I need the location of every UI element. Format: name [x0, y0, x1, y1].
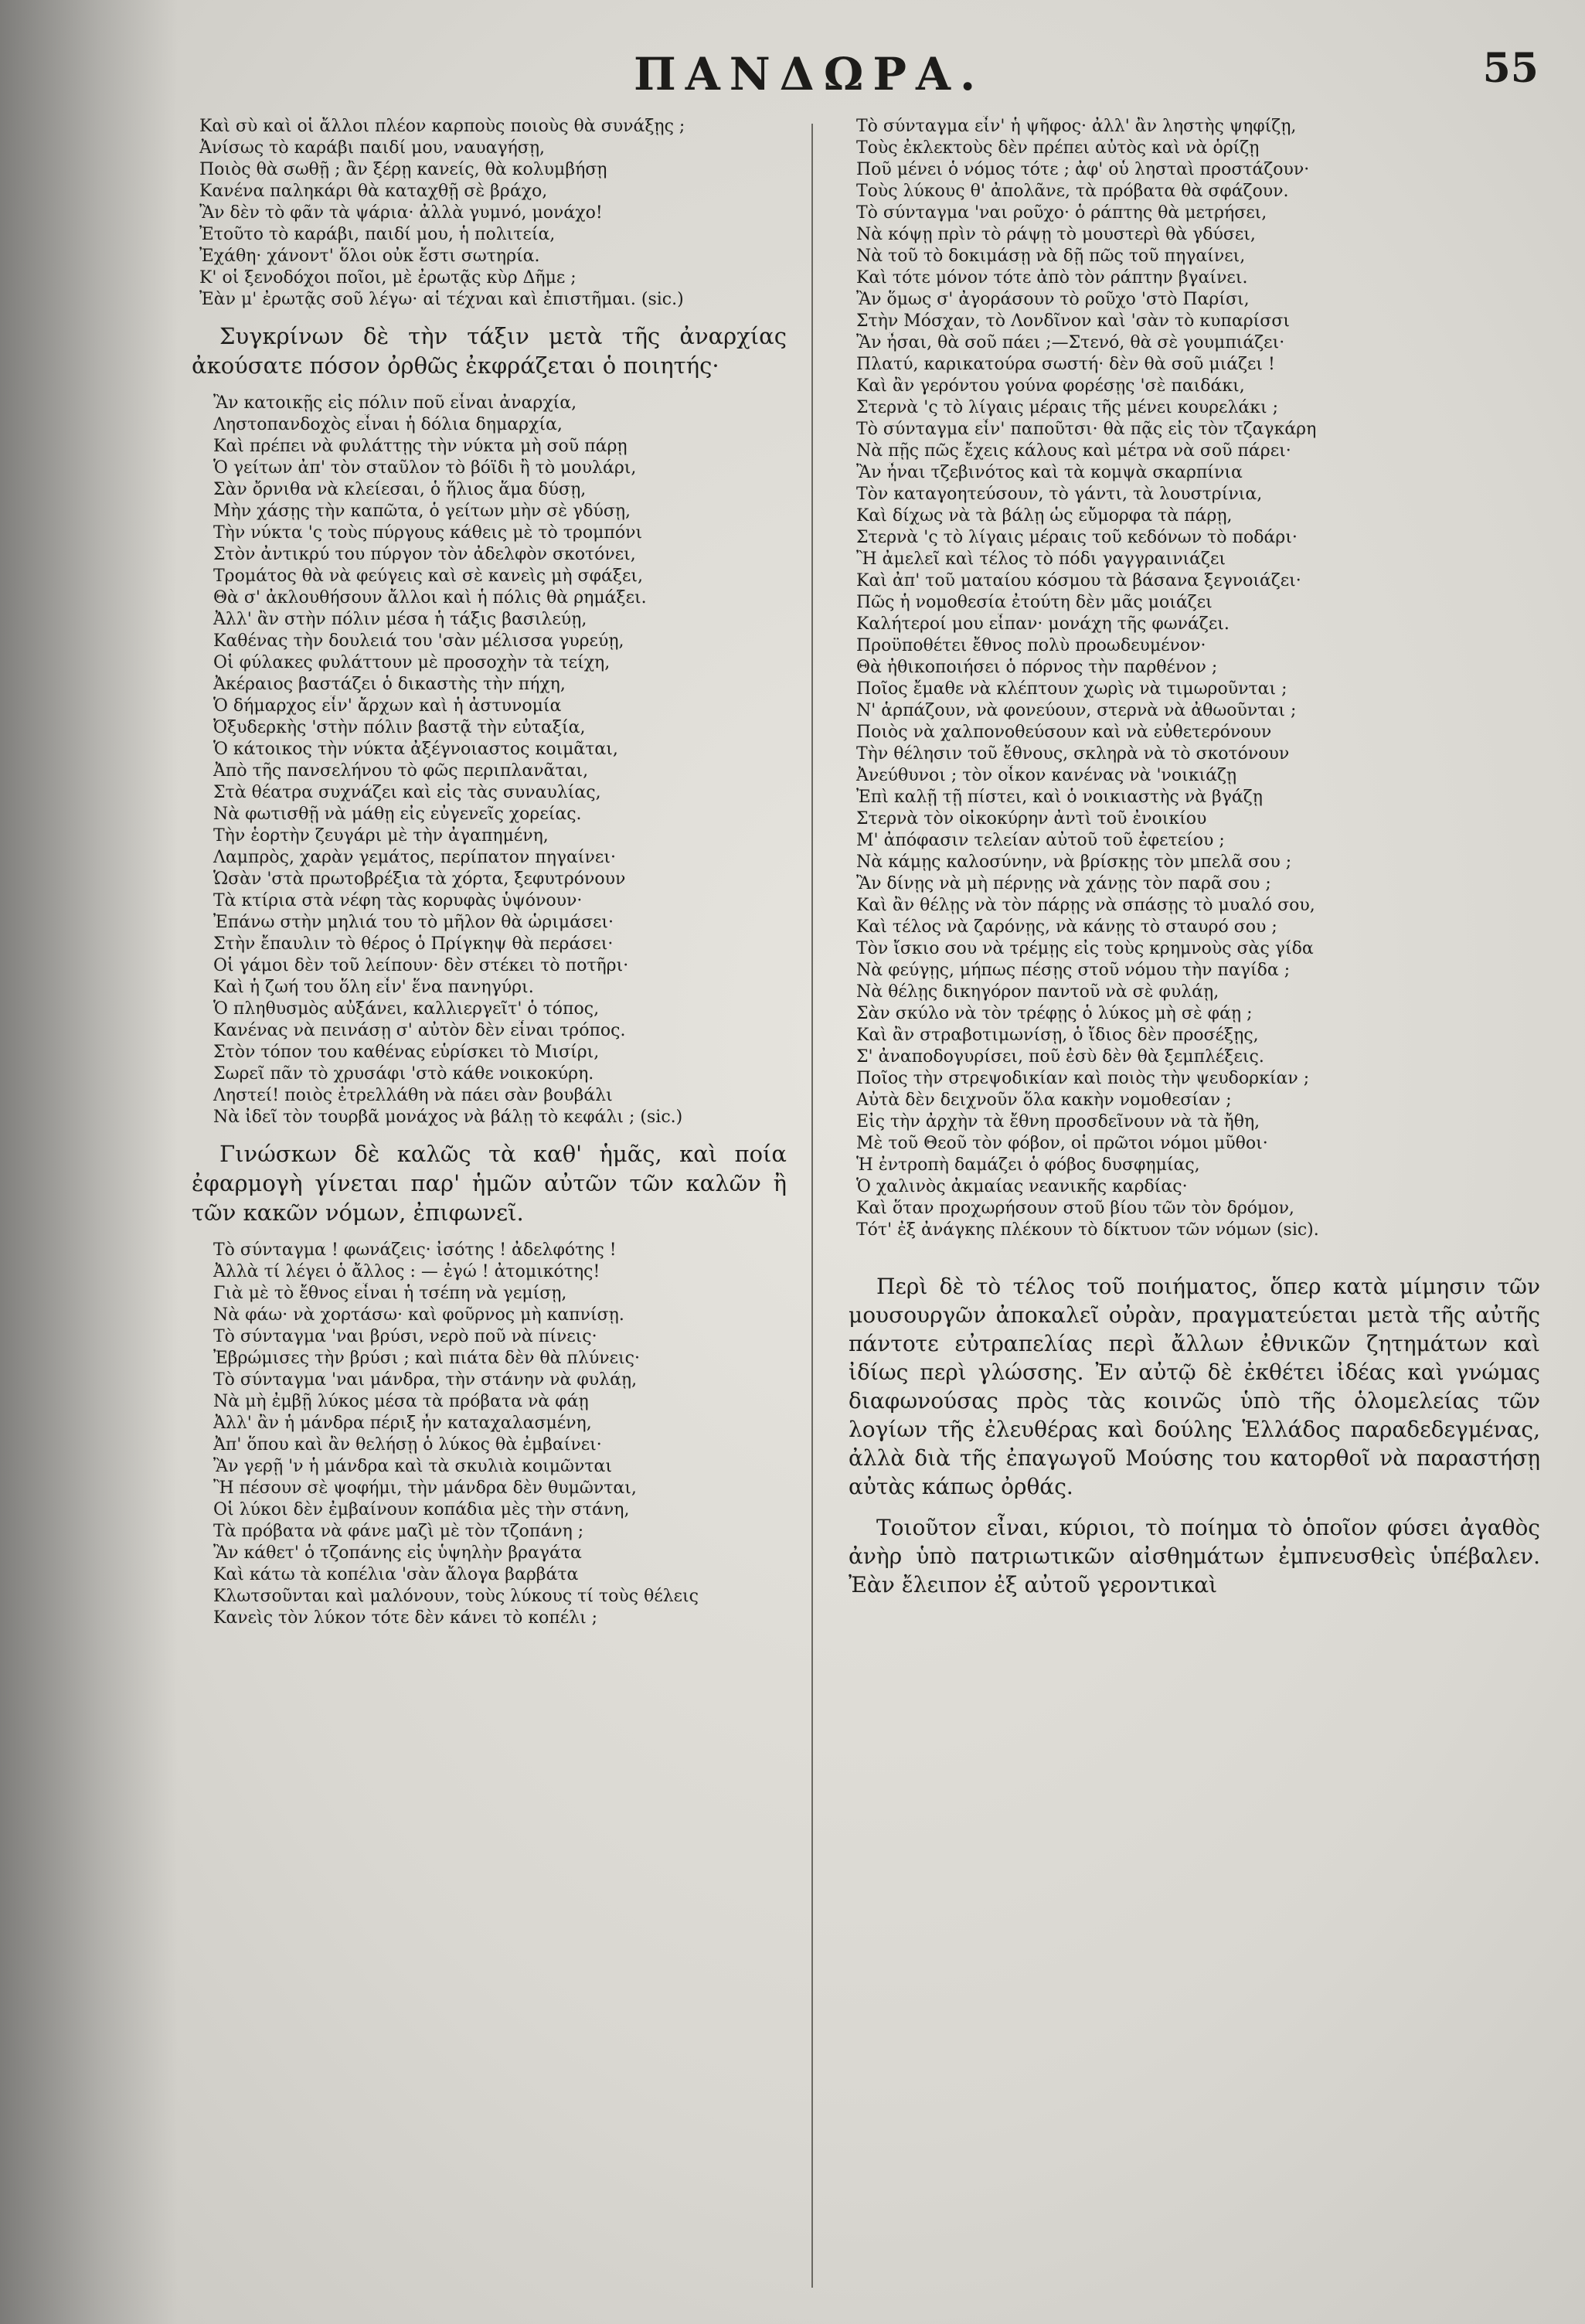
verse-line: Ποῖος ἔμαθε νὰ κλέπτουν χωρὶς νὰ τιμωροῦνται ; [856, 679, 1287, 699]
verse-line: Τὸν ἴσκιο σου νὰ τρέμῃς εἰς τοὺς κρημνοὺς σὰς γίδα [856, 939, 1314, 958]
verse-line: Τὴν νύκτα 'ς τοὺς πύργους κάθεις μὲ τὸ τρομπόνι [213, 523, 643, 543]
verse-line: Οἱ φύλακες φυλάττουν μὲ προσοχὴν τὰ τείχη, [213, 653, 611, 672]
verse-line: Τοὺς λύκους θ' ἀπολᾶνε, τὰ πρόβατα θὰ σφάζουν. [856, 182, 1289, 201]
verse-block [192, 116, 787, 311]
verse-line: Νὰ φωτισθῇ νὰ μάθῃ εἰς εὐγενεῖς χορείας. [213, 805, 582, 824]
verse-line: Τότ' ἐξ ἀνάγκης πλέκουν τὸ δίκτυον τῶν νόμων (sic). [856, 1220, 1319, 1240]
verse-line: Στὴν ἔπαυλιν τὸ θέρος ὁ Πρίγκηψ θὰ περάσει· [213, 934, 614, 954]
verse-line: Τοὺς ἐκλεκτοὺς δὲν πρέπει αὐτὸς καὶ νὰ ὁρίζῃ [856, 138, 1260, 158]
verse-line: Ληστεί! ποιὸς ἐτρελλάθη νὰ πάει σὰν βουβάλι [213, 1086, 613, 1105]
verse-line: Νὰ θέλῃς δικηγόρον παντοῦ νὰ σὲ φυλάῃ, [856, 982, 1219, 1002]
verse-line: Πῶς ἡ νομοθεσία ἐτούτη δὲν μᾶς μοιάζει [856, 593, 1213, 612]
verse-line: Ὁ χαλινὸς ἀκμαίας νεανικῆς καρδίας· [856, 1177, 1188, 1196]
verse-line: Κ' οἱ ξενοδόχοι ποῖοι, μὲ ἐρωτᾷς κὺρ Δῆμε ; [199, 268, 577, 288]
verse-line: Εἰς τὴν ἀρχὴν τὰ ἔθνη προσδεῖνουν νὰ τὰ ἤθη, [856, 1112, 1260, 1131]
verse-line: Ἀλλὰ τί λέγει ὁ ἄλλος : — ἐγώ ! ἀτομικότης! [213, 1262, 600, 1281]
verse-line: Ἂν γερῇ 'ν ἡ μάνδρα καὶ τὰ σκυλιὰ κοιμῶνται [213, 1457, 612, 1476]
verse-line: Ἐπάνω στὴν μηλιά του τὸ μῆλον θὰ ὡριμάσει· [213, 913, 614, 932]
column-divider [811, 124, 813, 2288]
verse-line: Ἐὰν μ' ἐρωτᾷς σοῦ λέγω· αἱ τέχναι καὶ ἐπιστῆμαι. (sic.) [199, 290, 684, 309]
verse-line: Καὶ σὺ καὶ οἱ ἄλλοι πλέον καρποὺς ποιοὺς θὰ συνάξῃς ; [199, 117, 685, 136]
verse-line: Καθένας τὴν δουλειά του 'σὰν μέλισσα γυρεύῃ, [213, 631, 624, 651]
verse-line: Ὁ δήμαρχος εἶν' ἄρχων καὶ ἡ ἀστυνομία [213, 696, 562, 716]
verse-line: Ἀπ' ὅπου καὶ ἂν θελήσῃ ὁ λύκος θὰ ἐμβαίνει· [213, 1435, 602, 1455]
prose-paragraph: Γινώσκων δὲ καλῶς τὰ καθ' ἡμᾶς, καὶ ποία ἐφαρμογὴ γίνεται παρ' ἡμῶν αὐτῶν τῶν καλῶν ἢ τῶν κακῶν νόμων, ἐπιφωνεῖ. [192, 1141, 787, 1226]
prose-paragraph: Συγκρίνων δὲ τὴν τάξιν μετὰ τῆς ἀναρχίας ἀκούσατε πόσον ὀρθῶς ἐκφράζεται ὁ ποιητής· [192, 323, 787, 379]
verse-line: Κανένα παληκάρι θὰ καταχθῇ σὲ βράχο, [199, 182, 548, 201]
verse-line: Τὸ σύνταγμα εἶν' παποῦτσι· θὰ πᾷς εἰς τὸν τζαγκάρη [856, 420, 1317, 439]
verse-line: Ἡ ἐντροπὴ δαμάζει ὁ φόβος δυσφημίας, [856, 1155, 1200, 1175]
verse-line: Τὸ σύνταγμα 'ναι βρύσι, νερὸ ποῦ νὰ πίνεις· [213, 1327, 597, 1346]
verse-line: Νὰ τοῦ τὸ δοκιμάσῃ νὰ δῇ πῶς τοῦ πηγαίνει, [856, 247, 1246, 266]
verse-line: Ποιὸς νὰ χαλπονοθεύσουν καὶ νὰ εὐθετερόνουν [856, 723, 1272, 742]
verse-line: Τὴν ἑορτὴν ζευγάρι μὲ τὴν ἀγαπημένη, [213, 826, 549, 846]
prose-paragraph: Τοιοῦτον εἶναι, κύριοι, τὸ ποίημα τὸ ὁποῖον φύσει ἀγαθὸς ἀνὴρ ὑπὸ πατριωτικῶν αἰσθημάτων ἐμπνευσθεὶς ὑπέβαλεν. Ἐὰν ἔλειπον ἐξ αὐτοῦ γεροντικαὶ [849, 1515, 1540, 1598]
verse-line: Γιὰ μὲ τὸ ἔθνος εἶναι ἡ τσέπη νὰ γεμίσῃ, [213, 1284, 567, 1303]
verse-line: Ὡσὰν 'στὰ πρωτοβρέξια τὰ χόρτα, ξεφυτρόνουν [213, 869, 626, 889]
verse-line: Ληστοπανδοχὸς εἶναι ἡ δόλια δημαρχία, [213, 415, 563, 434]
verse-line: Νὰ μὴ ἐμβῇ λύκος μέσα τὰ πρόβατα νὰ φάῃ [213, 1392, 589, 1411]
binding-shadow [0, 0, 178, 2324]
verse-line: Ἀλλ' ἂν στὴν πόλιν μέσα ἡ τάξις βασιλεύῃ, [213, 610, 587, 629]
verse-line: Προϋποθέτει ἔθνος πολὺ προωδευμένον· [856, 636, 1206, 655]
verse-line: Καὶ δίχως νὰ τὰ βάλῃ ὡς εὔμορφα τὰ πάρῃ, [856, 506, 1233, 526]
verse-line: Νὰ κάμῃς καλοσύνην, νὰ βρίσκῃς τὸν μπελᾶ σου ; [856, 852, 1292, 872]
verse-line: Ἐβρώμισες τὴν βρύσι ; καὶ πιάτα δὲν θὰ πλύνεις· [213, 1349, 640, 1368]
verse-line: Νὰ φάω· νὰ χορτάσω· καὶ φοῦρνος μὴ καπνίσῃ. [213, 1305, 624, 1325]
verse-line: Ὀξυδερκὴς 'στὴν πόλιν βαστᾷ τὴν εὐταξία, [213, 718, 586, 737]
page-number: 55 [1482, 45, 1539, 92]
verse-line: Ἀνίσως τὸ καράβι παιδί μου, ναυαγήσῃ, [199, 138, 545, 158]
verse-line: Ἀκέραιος βαστάζει ὁ δικαστὴς τὴν πήχη, [213, 675, 566, 694]
verse-line: Τὴν θέλησιν τοῦ ἔθνους, σκληρὰ νὰ τὸ σκοτόνουν [856, 744, 1290, 764]
verse-line: Ἂν ὅμως σ' ἀγοράσουν τὸ ροῦχο 'στὸ Παρίσι, [856, 290, 1250, 309]
verse-line: Νὰ πῇς πῶς ἔχεις κάλους καὶ μέτρα νὰ σοῦ πάρει· [856, 441, 1291, 461]
verse-line: Ἐχάθη· χάνοντ' ὅλοι οὐκ ἔστι σωτηρία. [199, 247, 540, 266]
verse-line: Ἂν κάθετ' ὁ τζοπάνης εἰς ὑψηλὴν βραγάτα [213, 1543, 582, 1563]
verse-line: Καὶ ἂν γερόντου γούνα φορέσῃς 'σὲ παιδάκι, [856, 376, 1245, 396]
verse-line: Καὶ ὅταν προχωρήσουν στοῦ βίου τῶν τὸν δρόμον, [856, 1199, 1294, 1218]
left-column [192, 116, 787, 1629]
verse-line: Ὁ πληθυσμὸς αὐξάνει, καλλιεργεῖτ' ὁ τόπος, [213, 999, 600, 1019]
verse-line: Σὰν ὄρνιθα νὰ κλείεσαι, ὁ ἥλιος ἅμα δύσῃ, [213, 480, 587, 499]
verse-line: Σ' ἀναποδογυρίσει, ποῦ ἐσὺ δὲν θὰ ξεμπλέξεις. [856, 1047, 1264, 1067]
verse-line: Τὰ πρόβατα νὰ φάνε μαζὶ μὲ τὸν τζοπάνη ; [213, 1522, 584, 1541]
verse-line: Θὰ σ' ἀκλουθήσουν ἄλλοι καὶ ἡ πόλις θὰ ρημάξει. [213, 588, 647, 607]
verse-line: Στὸν ἀντικρύ του πύργον τὸν ἀδελφὸν σκοτόνει, [213, 545, 636, 564]
verse-line: Καὶ πρέπει νὰ φυλάττῃς τὴν νύκτα μὴ σοῦ πάρῃ [213, 437, 628, 456]
verse-line: Πλατύ, καρικατούρα σωστή· δὲν θὰ σοῦ μιάζει ! [856, 355, 1275, 374]
verse-line: Ἀπὸ τῆς πανσελήνου τὸ φῶς περιπλανᾶται, [213, 761, 589, 781]
verse-line: Ποῖος τὴν στρεψοδικίαν καὶ ποιὸς τὴν ψευδορκίαν ; [856, 1069, 1310, 1088]
verse-line: Ἂν κατοικῇς εἰς πόλιν ποῦ εἶναι ἀναρχία, [213, 393, 577, 413]
verse-line: Ἂν ἦναι τζεβινότος καὶ τὰ κομψὰ σκαρπίνια [856, 463, 1243, 482]
verse-line: Καὶ τότε μόνον τότε ἀπὸ τὸν ράπτην βγαίνει. [856, 268, 1248, 288]
verse-line: Τὸ σύνταγμα 'ναι ροῦχο· ὁ ράπτης θὰ μετρήσει, [856, 203, 1267, 223]
verse-block [192, 1240, 787, 1629]
verse-block [192, 393, 787, 1128]
verse-line: Ὁ γείτων ἀπ' τὸν σταῦλον τὸ βόϊδι ἢ τὸ μουλάρι, [213, 458, 637, 478]
verse-line: Μὴν χάσῃς τὴν καπῶτα, ὁ γείτων μὴν σὲ γδύσῃ, [213, 502, 631, 521]
verse-block [849, 116, 1540, 1241]
verse-line: Καὶ ἂν στραβοτιμωνίσῃ, ὁ ἴδιος δὲν προσέξῃς, [856, 1026, 1259, 1045]
verse-line: Σὰν σκύλο νὰ τὸν τρέφῃς ὁ λύκος μὴ σὲ φάῃ ; [856, 1004, 1253, 1023]
verse-line: Μὲ τοῦ Θεοῦ τὸν φόβον, οἱ πρῶτοι νόμοι μῦθοι· [856, 1134, 1268, 1153]
verse-line: Ὁ κάτοικος τὴν νύκτα ἀξέγνοιαστος κοιμᾶται, [213, 740, 618, 759]
right-column [849, 116, 1540, 1611]
verse-line: Θὰ ἠθικοποιήσει ὁ πόρνος τὴν παρθένον ; [856, 658, 1218, 677]
verse-line: Οἱ γάμοι δὲν τοῦ λείπουν· δὲν στέκει τὸ ποτῆρι· [213, 956, 629, 975]
verse-line: Τὸ σύνταγμα εἶν' ἡ ψῆφος· ἀλλ' ἂν ληστὴς ψηφίζῃ, [856, 117, 1297, 136]
verse-line: Ἢ ἀμελεῖ καὶ τέλος τὸ πόδι γαγγραινιάζει [856, 550, 1226, 569]
verse-line: Ἀνεύθυνοι ; τὸν οἶκον κανένας νὰ 'νοικιάζῃ [856, 766, 1237, 785]
verse-line: Καὶ ἀπ' τοῦ ματαίου κόσμου τὰ βάσανα ξεγνοιάζει· [856, 571, 1301, 590]
verse-line: Ἂν ἦσαι, θὰ σοῦ πάει ;—Στενό, θὰ σὲ γουμπιάζει· [856, 333, 1285, 352]
verse-line: Νὰ ἰδεῖ τὸν τουρβᾶ μονάχος νὰ βάλῃ τὸ κεφάλι ; (sic.) [213, 1108, 683, 1127]
verse-line: Τὸν καταγοητεύσουν, τὸ γάντι, τὰ λουστρίνια, [856, 485, 1263, 504]
verse-line: Ἐπὶ καλῇ τῇ πίστει, καὶ ὁ νοικιαστὴς νὰ βγάζῃ [856, 788, 1263, 807]
verse-line: Καὶ ἂν θέλῃς νὰ τὸν πάρῃς νὰ σπάσῃς τὸ μυαλό σου, [856, 896, 1315, 915]
verse-line: Σωρεῖ πᾶν τὸ χρυσάφι 'στὸ κάθε νοικοκύρη. [213, 1064, 594, 1084]
verse-line: Νὰ κόψῃ πρὶν τὸ ράψῃ τὸ μουστερὶ θὰ γδύσει, [856, 225, 1256, 244]
verse-line: Καλήτεροί μου εἶπαν· μονάχη τῆς φωνάζει. [856, 614, 1230, 634]
verse-line: Οἱ λύκοι δὲν ἐμβαίνουν κοπάδια μὲς τὴν στάνη, [213, 1500, 630, 1519]
verse-line: Στερνὰ 'ς τὸ λίγαις μέραις τοῦ κεδόνων τὸ ποδάρι· [856, 528, 1298, 547]
verse-line: Νὰ φεύγῃς, μήπως πέσῃς στοῦ νόμου τὴν παγίδα ; [856, 961, 1291, 980]
verse-line: Καὶ τέλος νὰ ζαρόνῃς, νὰ κάνῃς τὸ σταυρό σου ; [856, 917, 1277, 937]
verse-line: Στερνὰ τὸν οἰκοκύρην ἀντὶ τοῦ ἐνοικίου [856, 809, 1207, 829]
verse-line: Στὰ θέατρα συχνάζει καὶ εἰς τὰς συναυλίας, [213, 783, 601, 802]
prose-paragraph: Περὶ δὲ τὸ τέλος τοῦ ποιήματος, ὅπερ κατὰ μίμησιν τῶν μουσουργῶν ἀποκαλεῖ οὐρὰν, πραγματεύεται μετὰ τῆς αὐτῆς πάντοτε εὐτραπελίας περὶ ἄλλων ἐθνικῶν ζητημάτων καὶ ἰδίως περὶ γλώσσης. Ἐν αὐτῷ δὲ ἐκθέτει ἰδέας καὶ γνώμας διαφωνούσας πρὸς τὰς κοινῶς ὑπὸ τῆς ὁλομελείας τῶν λογίων τῆς ἐλευθέρας καὶ δούλης Ἑλλάδος παραδεδεγμένας, ἀλλὰ διὰ τῆς ἐπαγωγοῦ Μούσης του κατορθοῖ νὰ παραστήσῃ αὐτὰς κάπως ὀρθάς. [849, 1274, 1540, 1499]
verse-line: Μ' ἀπόφασιν τελείαν αὐτοῦ τοῦ ἐφετείου ; [856, 831, 1225, 850]
verse-line: Λαμπρὸς, χαρὰν γεμάτος, περίπατον πηγαίνει· [213, 848, 616, 867]
verse-line: Τὸ σύνταγμα ! φωνάζεις· ἰσότης ! ἀδελφότης ! [213, 1240, 617, 1260]
verse-line: Τὸ σύνταγμα 'ναι μάνδρα, τὴν στάνην νὰ φυλάῃ, [213, 1370, 638, 1390]
verse-line: Καὶ ἡ ζωή του ὅλη εἶν' ἕνα πανηγύρι. [213, 978, 534, 997]
verse-line: Τρομάτος θὰ νὰ φεύγεις καὶ σὲ κανεὶς μὴ σφάξει, [213, 567, 643, 586]
verse-line: Ποιὸς θὰ σωθῇ ; ἂν ξέρῃ κανείς, θὰ κολυμβήσῃ [199, 160, 607, 179]
verse-line: Ἀλλ' ἂν ἡ μάνδρα πέριξ ἦν καταχαλασμένη, [213, 1414, 592, 1433]
page-header-title: ΠΑΝΔΩΡΑ. [634, 48, 985, 100]
verse-line: Ποῦ μένει ὁ νόμος τότε ; ἀφ' οὗ λησταὶ προστάζουν· [856, 160, 1310, 179]
verse-line: Κανεὶς τὸν λύκον τότε δὲν κάνει τὸ κοπέλι ; [213, 1608, 598, 1628]
verse-line: Ἢ πέσουν σὲ ψοφήμι, τὴν μάνδρα δὲν θυμῶνται, [213, 1478, 637, 1498]
verse-line: Κλωτσοῦνται καὶ μαλόνουν, τοὺς λύκους τί τοὺς θέλεις [213, 1587, 699, 1606]
verse-line: Ἂν δὲν τὸ φᾶν τὰ ψάρια· ἀλλὰ γυμνό, μονάχο! [199, 203, 603, 223]
verse-line: Καὶ κάτω τὰ κοπέλια 'σὰν ἄλογα βαρβάτα [213, 1565, 579, 1584]
verse-line: Στὴν Μόσχαν, τὸ Λονδῖνον καὶ 'σὰν τὸ κυπαρίσσι [856, 311, 1290, 331]
verse-line: Ν' ἁρπάζουν, νὰ φονεύουν, στερνὰ νὰ ἀθωοῦνται ; [856, 701, 1297, 720]
verse-line: Ἐτοῦτο τὸ καράβι, παιδί μου, ἡ πολιτεία, [199, 225, 556, 244]
verse-line: Κανένας νὰ πεινάσῃ σ' αὐτὸν δὲν εἶναι τρόπος. [213, 1021, 626, 1040]
verse-line: Στὸν τόπον του καθένας εὑρίσκει τὸ Μισίρι, [213, 1043, 600, 1062]
verse-line: Ἂν δίνῃς νὰ μὴ πέρνῃς νὰ χάνῃς τὸν παρᾶ σου ; [856, 874, 1271, 893]
verse-line: Τὰ κτίρια στὰ νέφη τὰς κορυφὰς ὑψόνουν· [213, 891, 583, 910]
verse-line: Στερνὰ 'ς τὸ λίγαις μέραις τῆς μένει κουρελάκι ; [856, 398, 1279, 417]
verse-line: Αὐτὰ δὲν δειχνοῦν ὅλα κακὴν νομοθεσίαν ; [856, 1091, 1232, 1110]
